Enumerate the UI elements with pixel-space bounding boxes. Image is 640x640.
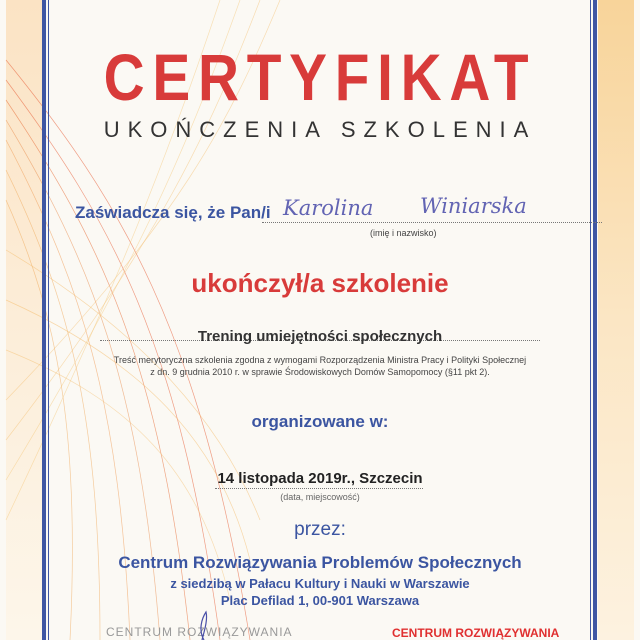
legal-line-2: z dn. 9 grudnia 2010 r. w sprawie Środowiskowych Domów Samopomocy (§11 pkt 2). (150, 367, 490, 377)
certificate-subtitle: UKOŃCZENIA SZKOLENIA (103, 117, 537, 142)
certificate-title: CERTYFIKAT (103, 40, 537, 114)
date-dotted-line (215, 488, 423, 489)
signature-mark (190, 610, 220, 640)
organizer-seat: z siedzibą w Pałacu Kultury i Nauki w Warszawie (170, 576, 470, 591)
organizer-address: Plac Defilad 1, 00-901 Warszawa (220, 593, 420, 608)
organized-label: organizowane w: (251, 412, 389, 431)
training-name: Trening umiejętności społecznych (197, 328, 443, 345)
date-caption: (data, miejscowość) (280, 492, 360, 502)
completed-label: ukończył/a szkolenie (191, 268, 449, 298)
name-dotted-line (262, 222, 602, 223)
stamp-right: CENTRUM ROZWIĄZYWANIA (392, 626, 560, 640)
handwritten-first-name: Karolina (283, 196, 374, 220)
stamp-left: CENTRUM ROZWIĄZYWANIA (106, 625, 293, 639)
organizer-name: Centrum Rozwiązywania Problemów Społecznych (118, 553, 522, 572)
name-caption: (imię i nazwisko) (370, 228, 437, 238)
legal-line-1: Treść merytoryczna szkolenia zgodna z wymogami Rozporządzenia Ministra Pracy i Polityki Społecznej (113, 355, 527, 365)
date-place: 14 listopada 2019r., Szczecin (217, 470, 423, 487)
by-label: przez: (294, 519, 346, 540)
certify-label: Zaświadcza się, że Pan/i (75, 203, 271, 222)
handwritten-last-name: Winiarska (420, 194, 527, 218)
